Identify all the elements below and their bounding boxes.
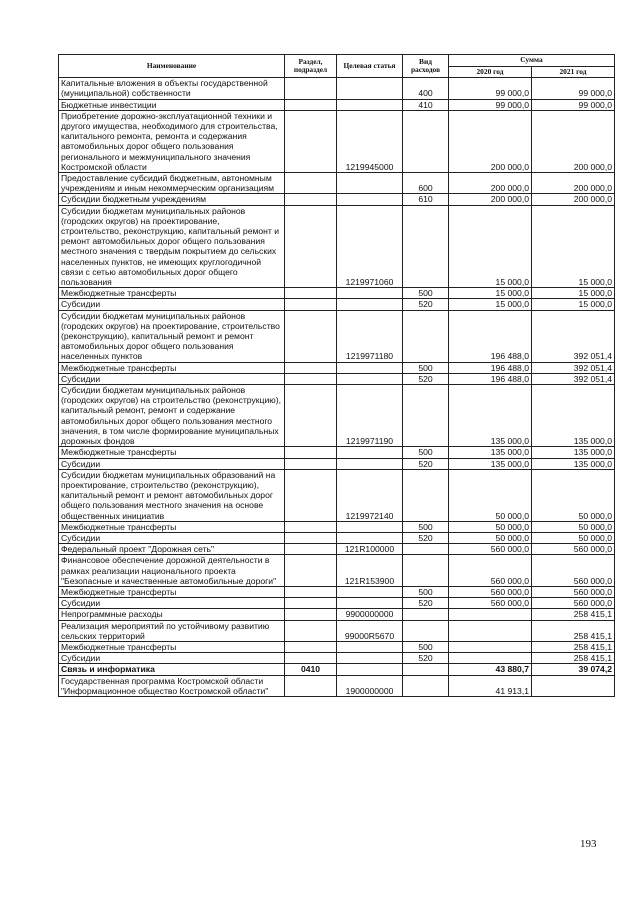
row-section-cell	[285, 110, 337, 172]
row-name-cell: Связь и информатика	[59, 664, 285, 675]
row-amount-2020-cell: 200 000,0	[449, 194, 532, 205]
row-name-cell: Субсидии бюджетам муниципальных образований на проектирование, строительство (реконструкцию), капитальный ремонт и ремонт автомобильных дорог общего пользования местного значения на основе общественных инициатив	[59, 469, 285, 521]
row-amount-2020-cell	[449, 641, 532, 652]
row-type-cell: 500	[403, 447, 449, 458]
row-type-cell: 500	[403, 586, 449, 597]
row-amount-2020-cell: 560 000,0	[449, 544, 532, 555]
row-target-cell: 1219945000	[337, 110, 403, 172]
row-section-cell	[285, 653, 337, 664]
header-name: Наименование	[59, 55, 285, 78]
row-name-cell: Межбюджетные трансферты	[59, 362, 285, 373]
row-type-cell	[403, 385, 449, 447]
row-type-cell: 520	[403, 373, 449, 384]
row-type-cell: 500	[403, 288, 449, 299]
row-amount-2021-cell: 135 000,0	[532, 458, 615, 469]
row-type-cell: 500	[403, 641, 449, 652]
row-amount-2020-cell: 41 913,1	[449, 675, 532, 696]
row-name-cell: Капитальные вложения в объекты государственной (муниципальной) собственности	[59, 78, 285, 99]
row-amount-2021-cell: 50 000,0	[532, 469, 615, 521]
row-amount-2020-cell: 196 488,0	[449, 362, 532, 373]
row-target-cell	[337, 362, 403, 373]
row-amount-2021-cell: 50 000,0	[532, 521, 615, 532]
table-row	[59, 664, 615, 675]
row-type-cell: 520	[403, 598, 449, 609]
row-type-cell	[403, 664, 449, 675]
row-section-cell	[285, 385, 337, 447]
row-type-cell	[403, 555, 449, 587]
table-row	[59, 586, 615, 597]
row-target-cell: 9900000000	[337, 609, 403, 620]
row-section-cell	[285, 544, 337, 555]
row-name-cell: Межбюджетные трансферты	[59, 288, 285, 299]
row-amount-2021-cell	[532, 675, 615, 696]
row-type-cell	[403, 310, 449, 362]
row-amount-2021-cell: 560 000,0	[532, 555, 615, 587]
row-target-cell: 99000R5670	[337, 620, 403, 641]
row-target-cell	[337, 288, 403, 299]
row-target-cell: 1219971060	[337, 205, 403, 288]
row-type-cell	[403, 609, 449, 620]
row-amount-2021-cell: 200 000,0	[532, 110, 615, 172]
row-target-cell	[337, 586, 403, 597]
row-amount-2021-cell: 392 051,4	[532, 310, 615, 362]
header-year-2020: 2020 год	[449, 66, 532, 78]
table-row	[59, 653, 615, 664]
row-amount-2021-cell: 258 415,1	[532, 620, 615, 641]
table-row	[59, 620, 615, 641]
row-name-cell: Государственная программа Костромской области "Информационное общество Костромской области"	[59, 675, 285, 696]
row-section-cell	[285, 173, 337, 194]
row-amount-2021-cell: 200 000,0	[532, 173, 615, 194]
row-name-cell: Субсидии	[59, 598, 285, 609]
table-row	[59, 609, 615, 620]
row-amount-2020-cell: 99 000,0	[449, 78, 532, 99]
row-name-cell: Субсидии бюджетам муниципальных районов (городских округов) на проектирование, строительство, реконструкцию, капитальный ремонт и ремонт автомобильных дорог общего пользования местного значения с твердым покрытием до сельских населенных пунктов, не имеющих круглогодичной связи с сетью автомобильных дорог общего пользования	[59, 205, 285, 288]
row-name-cell: Субсидии	[59, 458, 285, 469]
table-row	[59, 641, 615, 652]
row-section-cell	[285, 194, 337, 205]
row-amount-2021-cell: 258 415,1	[532, 653, 615, 664]
header-type: Вид расходов	[403, 55, 449, 78]
row-amount-2021-cell: 560 000,0	[532, 544, 615, 555]
row-name-cell: Субсидии	[59, 373, 285, 384]
table-row	[59, 598, 615, 609]
row-target-cell	[337, 447, 403, 458]
row-type-cell	[403, 110, 449, 172]
table-row	[59, 469, 615, 521]
row-name-cell: Финансовое обеспечение дорожной деятельности в рамках реализации национального проекта "Безопасные и качественные автомобильные дороги"	[59, 555, 285, 587]
row-type-cell: 520	[403, 458, 449, 469]
row-amount-2020-cell: 50 000,0	[449, 469, 532, 521]
table-row	[59, 194, 615, 205]
row-name-cell: Субсидии	[59, 532, 285, 543]
table-row	[59, 458, 615, 469]
row-name-cell: Субсидии бюджетам муниципальных районов (городских округов) на проектирование, строительство (реконструкцию), капитальный ремонт и ремонт автомобильных дорог общего пользования населенных пунктов	[59, 310, 285, 362]
row-amount-2021-cell: 15 000,0	[532, 205, 615, 288]
row-name-cell: Приобретение дорожно-эксплуатационной техники и другого имущества, необходимого для строительства, капитального ремонта, ремонта и содержания автомобильных дорог общего пользования регионального и межмуниципального значения Костромской области	[59, 110, 285, 172]
row-type-cell	[403, 205, 449, 288]
row-amount-2020-cell: 135 000,0	[449, 447, 532, 458]
budget-table	[58, 54, 615, 697]
row-target-cell: 1219972140	[337, 469, 403, 521]
header-year-2021: 2021 год	[532, 66, 615, 78]
row-amount-2020-cell: 560 000,0	[449, 598, 532, 609]
table-row	[59, 362, 615, 373]
table-row	[59, 99, 615, 110]
row-target-cell	[337, 653, 403, 664]
page-number: 193	[580, 838, 597, 850]
row-section-cell	[285, 609, 337, 620]
table-row	[59, 373, 615, 384]
row-target-cell	[337, 521, 403, 532]
row-name-cell: Реализация мероприятий по устойчивому развитию сельских территорий	[59, 620, 285, 641]
row-type-cell	[403, 469, 449, 521]
row-amount-2020-cell: 50 000,0	[449, 532, 532, 543]
row-amount-2020-cell: 43 880,7	[449, 664, 532, 675]
row-amount-2020-cell: 99 000,0	[449, 99, 532, 110]
row-section-cell	[285, 299, 337, 310]
row-amount-2021-cell: 15 000,0	[532, 299, 615, 310]
row-name-cell: Бюджетные инвестиции	[59, 99, 285, 110]
row-target-cell	[337, 598, 403, 609]
row-section-cell	[285, 310, 337, 362]
row-section-cell	[285, 469, 337, 521]
row-target-cell	[337, 173, 403, 194]
row-amount-2021-cell: 135 000,0	[532, 447, 615, 458]
row-section-cell	[285, 288, 337, 299]
row-amount-2020-cell: 200 000,0	[449, 173, 532, 194]
row-amount-2021-cell: 50 000,0	[532, 532, 615, 543]
row-name-cell: Субсидии бюджетам муниципальных районов (городских округов) на строительство (реконструкцию), капитальный ремонт, ремонт и содержание автомобильных дорог общего пользования местного значения, в том числе формирование муниципальных дорожных фондов	[59, 385, 285, 447]
row-type-cell: 500	[403, 362, 449, 373]
row-amount-2020-cell: 560 000,0	[449, 586, 532, 597]
row-section-cell	[285, 205, 337, 288]
budget-sheet	[58, 54, 614, 697]
table-row	[59, 288, 615, 299]
row-type-cell	[403, 675, 449, 696]
row-amount-2020-cell: 200 000,0	[449, 110, 532, 172]
row-amount-2020-cell: 50 000,0	[449, 521, 532, 532]
row-section-cell	[285, 99, 337, 110]
row-amount-2021-cell: 135 000,0	[532, 385, 615, 447]
row-section-cell	[285, 586, 337, 597]
header-target: Целевая статья	[337, 55, 403, 78]
row-section-cell: 0410	[285, 664, 337, 675]
row-section-cell	[285, 521, 337, 532]
row-type-cell: 410	[403, 99, 449, 110]
row-type-cell	[403, 620, 449, 641]
header-sum: Сумма	[449, 55, 615, 67]
row-name-cell: Субсидии бюджетным учреждениям	[59, 194, 285, 205]
row-section-cell	[285, 78, 337, 99]
row-target-cell	[337, 299, 403, 310]
row-amount-2021-cell: 200 000,0	[532, 194, 615, 205]
row-amount-2020-cell	[449, 653, 532, 664]
row-target-cell: 1900000000	[337, 675, 403, 696]
row-amount-2020-cell: 135 000,0	[449, 458, 532, 469]
row-section-cell	[285, 373, 337, 384]
row-type-cell: 520	[403, 532, 449, 543]
row-amount-2020-cell	[449, 620, 532, 641]
row-section-cell	[285, 675, 337, 696]
row-target-cell	[337, 194, 403, 205]
row-target-cell	[337, 373, 403, 384]
row-amount-2020-cell	[449, 609, 532, 620]
row-section-cell	[285, 447, 337, 458]
row-amount-2020-cell: 15 000,0	[449, 205, 532, 288]
row-amount-2021-cell: 258 415,1	[532, 609, 615, 620]
table-row	[59, 532, 615, 543]
row-amount-2021-cell: 392 051,4	[532, 362, 615, 373]
row-target-cell	[337, 458, 403, 469]
row-name-cell: Межбюджетные трансферты	[59, 447, 285, 458]
header-section: Раздел, подраздел	[285, 55, 337, 78]
row-name-cell: Предоставление субсидий бюджетным, автономным учреждениям и иным некоммерческим организациям	[59, 173, 285, 194]
row-amount-2021-cell: 15 000,0	[532, 288, 615, 299]
row-target-cell	[337, 78, 403, 99]
row-section-cell	[285, 532, 337, 543]
row-section-cell	[285, 555, 337, 587]
header-row-1	[59, 55, 615, 67]
row-name-cell: Субсидии	[59, 653, 285, 664]
row-section-cell	[285, 598, 337, 609]
row-target-cell: 1219971190	[337, 385, 403, 447]
row-target-cell: 1219971180	[337, 310, 403, 362]
row-amount-2021-cell: 39 074,2	[532, 664, 615, 675]
row-target-cell	[337, 664, 403, 675]
row-amount-2020-cell: 196 488,0	[449, 310, 532, 362]
row-type-cell: 610	[403, 194, 449, 205]
table-row	[59, 110, 615, 172]
table-row	[59, 675, 615, 696]
row-target-cell: 121R100000	[337, 544, 403, 555]
row-target-cell: 121R153900	[337, 555, 403, 587]
table-row	[59, 205, 615, 288]
row-name-cell: Межбюджетные трансферты	[59, 586, 285, 597]
row-type-cell: 400	[403, 78, 449, 99]
row-type-cell: 520	[403, 299, 449, 310]
row-name-cell: Межбюджетные трансферты	[59, 521, 285, 532]
row-amount-2020-cell: 15 000,0	[449, 299, 532, 310]
row-section-cell	[285, 458, 337, 469]
table-row	[59, 555, 615, 587]
row-amount-2021-cell: 258 415,1	[532, 641, 615, 652]
row-amount-2020-cell: 15 000,0	[449, 288, 532, 299]
table-body	[59, 78, 615, 697]
table-row	[59, 299, 615, 310]
table-row	[59, 310, 615, 362]
row-type-cell: 520	[403, 653, 449, 664]
row-amount-2021-cell: 560 000,0	[532, 598, 615, 609]
row-target-cell	[337, 532, 403, 543]
row-target-cell	[337, 641, 403, 652]
row-type-cell: 500	[403, 521, 449, 532]
row-target-cell	[337, 99, 403, 110]
row-section-cell	[285, 641, 337, 652]
row-name-cell: Межбюджетные трансферты	[59, 641, 285, 652]
table-row	[59, 385, 615, 447]
row-amount-2021-cell: 99 000,0	[532, 99, 615, 110]
row-amount-2021-cell: 560 000,0	[532, 586, 615, 597]
row-amount-2020-cell: 560 000,0	[449, 555, 532, 587]
row-amount-2021-cell: 392 051,4	[532, 373, 615, 384]
row-type-cell: 600	[403, 173, 449, 194]
row-name-cell: Непрограммные расходы	[59, 609, 285, 620]
row-name-cell: Федеральный проект "Дорожная сеть"	[59, 544, 285, 555]
row-section-cell	[285, 362, 337, 373]
row-amount-2020-cell: 135 000,0	[449, 385, 532, 447]
row-section-cell	[285, 620, 337, 641]
row-type-cell	[403, 544, 449, 555]
table-row	[59, 78, 615, 99]
row-amount-2020-cell: 196 488,0	[449, 373, 532, 384]
table-row	[59, 521, 615, 532]
table-row	[59, 544, 615, 555]
row-name-cell: Субсидии	[59, 299, 285, 310]
row-amount-2021-cell: 99 000,0	[532, 78, 615, 99]
table-row	[59, 173, 615, 194]
table-row	[59, 447, 615, 458]
